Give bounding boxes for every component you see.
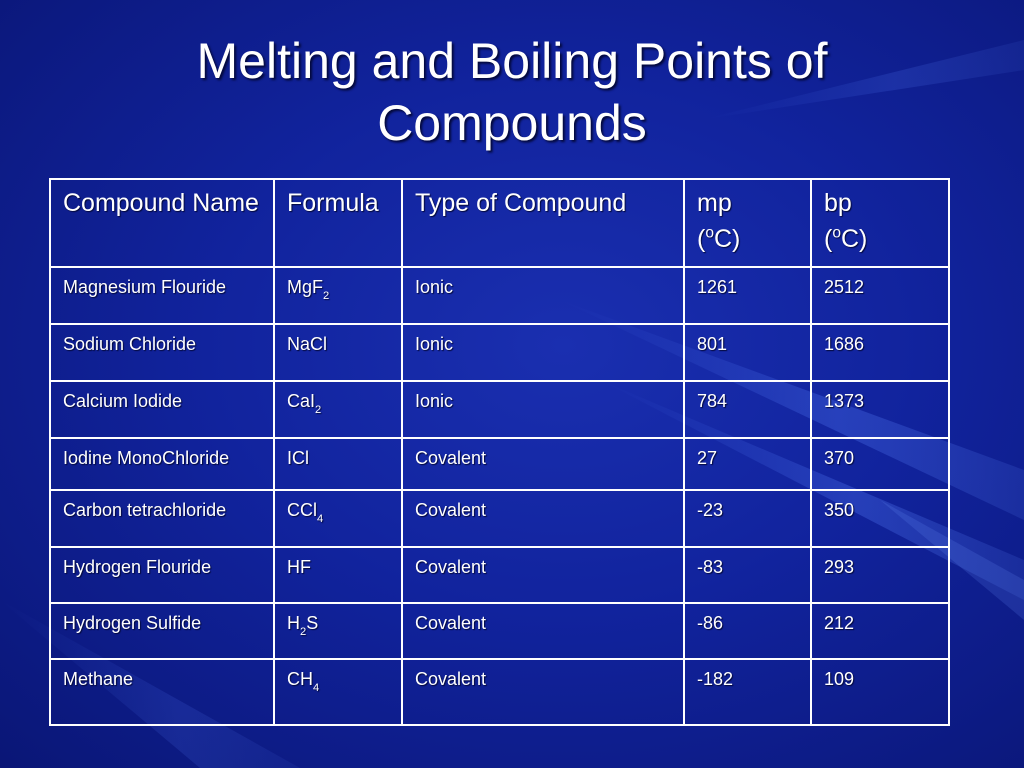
melting-point-cell: 801 [684,324,811,381]
melting-point-cell: 1261 [684,267,811,324]
header-bp-unit [824,222,938,256]
formula-main: HF [287,557,311,577]
boiling-point-cell: 109 [811,659,949,725]
formula-cell [274,438,402,490]
formula-main: CaI [287,391,316,411]
boiling-point-cell: 1373 [811,381,949,438]
compound-name-cell: Hydrogen Sulfide [50,603,274,659]
formula-main: CH [287,669,313,689]
compound-name-cell: Calcium Iodide [50,381,274,438]
compound-type-cell: Covalent [402,659,684,725]
formula-cell [274,659,402,725]
compound-type-cell: Covalent [402,490,684,547]
header-formula: Formula [274,179,402,267]
formula-main: MgF [287,277,323,297]
boiling-point-cell: 350 [811,490,949,547]
melting-point-cell: 784 [684,381,811,438]
formula-cell [274,381,402,438]
boiling-point-cell: 2512 [811,267,949,324]
compound-name-cell: Magnesium Flouride [50,267,274,324]
compound-type-cell: Ionic [402,324,684,381]
header-mp [684,179,811,267]
header-mp-label: mp [697,189,732,217]
boiling-point-cell: 293 [811,547,949,603]
formula-cell [274,547,402,603]
table-body [50,267,949,725]
title-line-2: Compounds [377,95,647,151]
boiling-point-cell: 370 [811,438,949,490]
table-row [50,659,949,725]
compound-type-cell: Ionic [402,381,684,438]
compound-type-cell: Covalent [402,547,684,603]
compound-name-cell: Iodine MonoChloride [50,438,274,490]
boiling-point-cell: 212 [811,603,949,659]
compound-name-cell: Carbon tetrachloride [50,490,274,547]
melting-point-cell: -86 [684,603,811,659]
formula-cell [274,267,402,324]
melting-point-cell: -23 [684,490,811,547]
header-type: Type of Compound [402,179,684,267]
formula-subscript: 2 [315,403,322,416]
formula-main: H [287,613,300,633]
compound-type-cell: Covalent [402,603,684,659]
melting-point-cell: 27 [684,438,811,490]
formula-main: CCl [287,500,317,520]
table-row [50,324,949,381]
unit-paren: ( [697,225,706,253]
compound-type-cell: Ionic [402,267,684,324]
melting-point-cell: -83 [684,547,811,603]
table-row [50,267,949,324]
header-bp-label: bp [824,189,852,217]
formula-subscript: 4 [313,681,320,694]
table-row [50,547,949,603]
formula-cell [274,603,402,659]
degree-sup: o [832,224,841,242]
boiling-point-cell: 1686 [811,324,949,381]
formula-subscript: 2 [300,625,307,638]
compound-name-cell: Methane [50,659,274,725]
table-header-row [50,179,949,267]
table-row [50,438,949,490]
compound-type-cell: Covalent [402,438,684,490]
formula-cell [274,324,402,381]
table-row [50,603,949,659]
header-bp [811,179,949,267]
formula-subscript: 4 [317,512,324,525]
unit-text: C) [713,225,741,253]
unit-paren: ( [824,225,833,253]
table-row [50,381,949,438]
compounds-table [49,178,950,726]
degree-sup: o [705,224,714,242]
title-line-1: Melting and Boiling Points of [196,33,828,89]
formula-cell [274,490,402,547]
formula-tail: S [306,613,319,633]
header-mp-unit [697,222,800,256]
table-row [50,490,949,547]
slide-title [0,30,1024,154]
formula-subscript: 2 [323,289,330,302]
formula-main: ICl [287,448,309,468]
header-compound-name: Compound Name [50,179,274,267]
unit-text: C) [840,225,868,253]
melting-point-cell: -182 [684,659,811,725]
compound-name-cell: Hydrogen Flouride [50,547,274,603]
formula-main: NaCl [287,334,328,354]
compound-name-cell: Sodium Chloride [50,324,274,381]
